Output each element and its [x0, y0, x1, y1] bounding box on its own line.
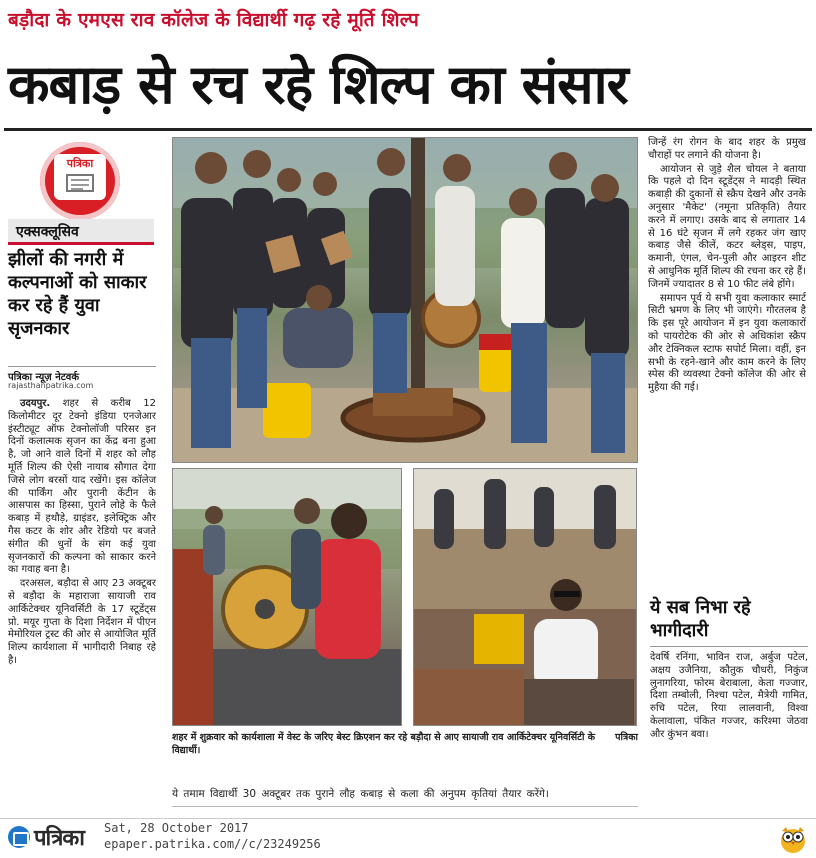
- patrika-footer-logo-icon[interactable]: [8, 826, 30, 848]
- headline-rule: [4, 128, 812, 131]
- divider: [172, 806, 638, 807]
- paragraph: समापन पूर्व ये सभी युवा कलाकार स्मार्ट सिटी भ्रमण के लिए भी जाएंगे। गौरतलब है कि इस पूरे आयोजन में इन युवा कलाकारों को पायरोटेक की ओर से अधिकांश स्क्रैप और टेक्निकल स्टाफ सपोर्ट मिला। वहीं, इन सभी के रहने-खाने और काम करने के लिए स्पेस की व्यवस्था टेक्नो कॉलेज की ओर से मुहैया की गई।: [648, 292, 806, 394]
- patrika-logo: [40, 142, 120, 220]
- photo-caption: [172, 731, 638, 757]
- students-with-sculpture-image: [173, 138, 638, 463]
- student-cutting-metal-image: [173, 469, 402, 726]
- caption-credit: पत्रिका: [615, 732, 638, 743]
- paragraph: दरअसल, बड़ौदा से आए 23 अक्टूबर से बड़ौदा के महाराजा सायाजी राव आर्किटेक्चर यूनिवर्सिटी के 17 स्टूडेंट्स प्रो. मयूर गुप्ता के दिशा निर्देशन में पीएन मेमोरियल ट्रस्ट की ओर से आयोजित मूर्ति शिल्प कार्यशाला में भागीदारी निबाह रहे है।: [8, 578, 156, 666]
- main-photo: [172, 137, 638, 463]
- divider: [650, 646, 808, 647]
- paragraph: आयोजन से जुड़े शैल चोयल ने बताया कि पहले दो दिन स्टूडेंट्स ने मादड़ी स्थित कबाड़ी की दुकानों से स्क्रैप देखने और उनके अनुसार 'मैकेट' (नमूना प्रतिकृति) तैयार करने में लगाए। उसके बाद से लगातार 14 से 16 घंटे सृजन में लगे रहकर जंग खाए कबाड़ जैसे कीलें, कटर ब्लेड्स, पाइप, कमानी, एंगल, चेन-पुली और आइरन शीट से आधुनिक मूर्ति शिल्प की रचना कर रहे हैं। जिनमें ज्यादातर 8 से 10 फीट लंबे होंगे।: [648, 163, 806, 290]
- owl-mascot-icon: [779, 824, 807, 854]
- footer-brand[interactable]: पत्रिका: [34, 826, 84, 851]
- side-heading: ये सब निभा रहे भागीदारी: [650, 597, 751, 641]
- epaper-url[interactable]: epaper.patrika.com//c/23249256: [104, 837, 321, 851]
- edition-date: Sat, 28 October 2017: [104, 821, 249, 835]
- site-link[interactable]: rajasthanpatrika.com: [8, 381, 94, 390]
- photo-grinder: [172, 468, 402, 726]
- scrap-workshop-image: [414, 469, 637, 726]
- paragraph-text: शहर से करीब 12 किलोमीटर दूर टेक्नो इंडिया एनजेआर इंस्टीट्यूट ऑफ टेक्नोलॉजी परिसर इन दिनों कलात्मक सृजन का केंद्र बना हुआ है, जो आने वाले दिनों में शहर को लौह मूर्ति शिल्प की ऐसी नायाब सौगात देगा जिसे लोग बरसों याद रखेंगे। इस कॉलेज की पार्किंग और पुरानी केंटीन के आसपास का हिस्सा, पुराने लोहे के फैले कबाड़ में हथौड़े, ग्राइंडर, इलेक्ट्रिक और गैस कटर के शोर और रेडियो पर बजते संगीत की धुनों के संग कई युवा सृजनकारों की कल्पना को साकार करने का गवाह बना है।: [8, 398, 156, 576]
- section-tag: एक्सक्लूसिव: [8, 219, 154, 245]
- participants-list: देवर्षि रनिंगा, भाविन राज, अर्बुज पटेल, अक्षय उजैनिया, कौतुक चौधरी, निकुंज लुनागरिया, फोरम बेराबाला, केता गज्जार, दिशा तम्बोली, निश्चा पटेल, मैत्रेयी गामित, रुचि पटेल, रिया लालवानी, विश्वा केलावाला, पंकित गज्जर, करिश्मा जेठवा और कुंभन बवा।: [650, 652, 808, 740]
- headline: कबाड़ से रच रहे शिल्प का संसार: [8, 53, 628, 116]
- newspaper-icon: [66, 174, 94, 192]
- caption-text: शहर में शुक्रवार को कार्यशाला में वेस्ट के जरिए बेस्ट क्रिएशन कर रहे बड़ौदा से आए सायाजी राव आर्किटेक्चर यूनिवर्सिटी के विद्यार्थी।: [172, 732, 596, 756]
- byline: पत्रिका न्यूज़ नेटवर्क: [8, 366, 156, 383]
- photo-workshop: [413, 468, 637, 726]
- kicker: बड़ौदा के एमएस राव कॉलेज के विद्यार्थी गढ़ रहे मूर्ति शिल्प: [8, 9, 420, 31]
- photo-footnote: ये तमाम विद्यार्थी 30 अक्टूबर तक पुराने लौह कबाड़ से कला की अनुपम कृतियां तैयार करेंगे।: [172, 788, 549, 800]
- dateline: उदयपुर.: [20, 398, 51, 409]
- subheadline: झीलों की नगरी में कल्पनाओं को साकार कर रहे हैं युवा सृजनकार: [8, 249, 147, 339]
- left-column: [8, 398, 156, 669]
- paragraph: जिन्हें रंग रोगन के बाद शहर के प्रमुख चौराहों पर लगाने की योजना है।: [648, 137, 806, 161]
- paragraph: [8, 398, 156, 577]
- logo-text: पत्रिका: [66, 157, 94, 170]
- right-column: [648, 137, 806, 396]
